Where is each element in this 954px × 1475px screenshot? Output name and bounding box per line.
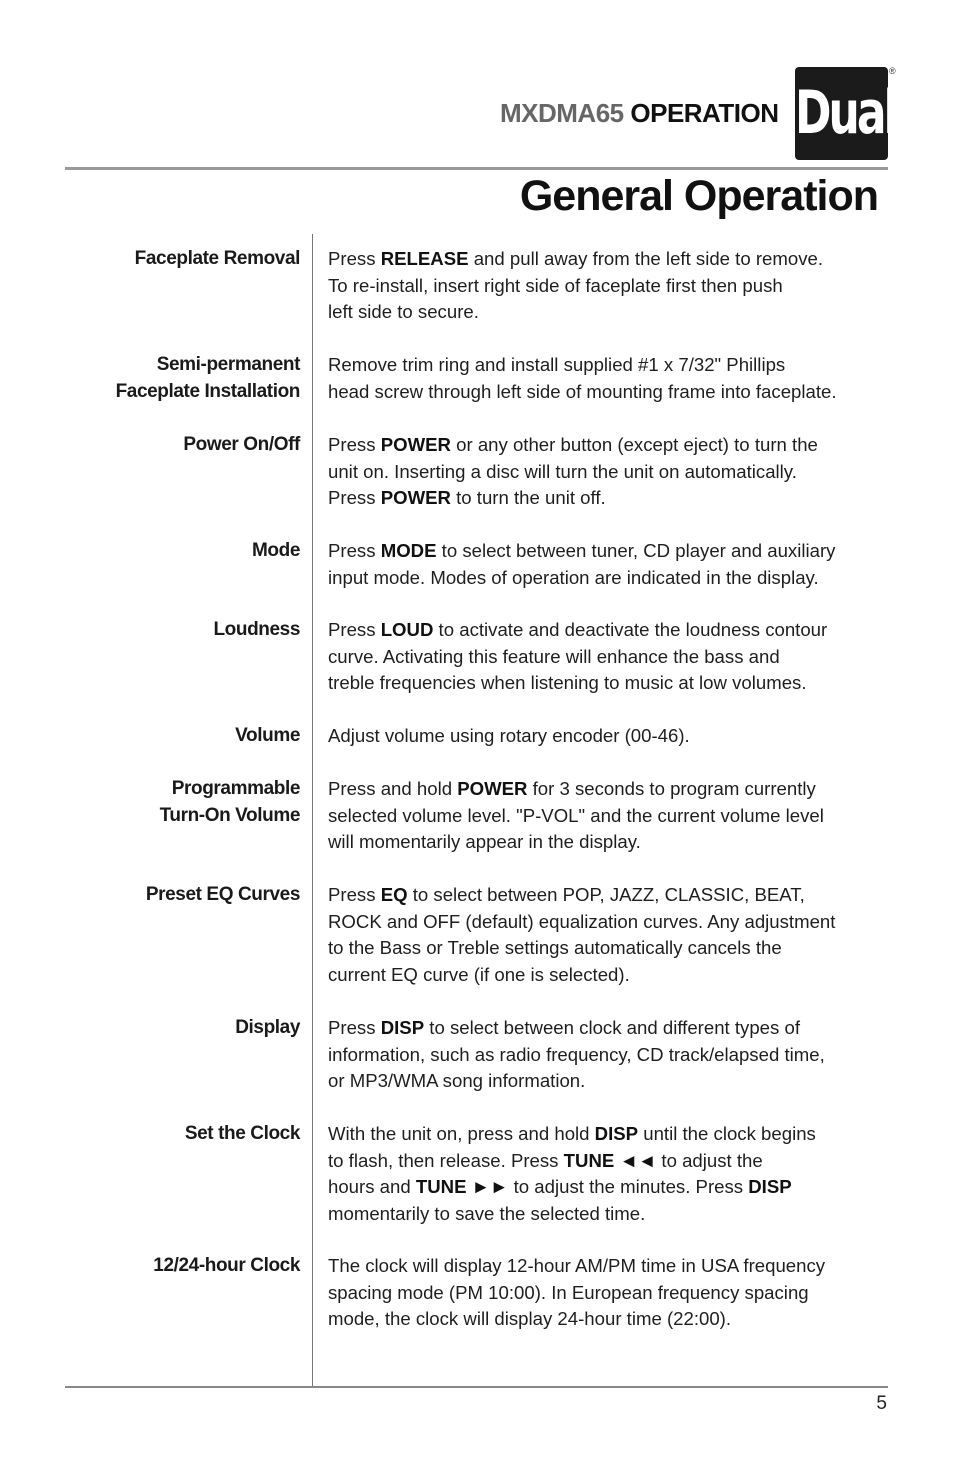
body-text: and pull away from the left side to remove. bbox=[468, 248, 824, 269]
body-line bbox=[328, 565, 888, 592]
button-name: DISP bbox=[748, 1176, 792, 1197]
button-name: RELEASE bbox=[380, 248, 469, 269]
button-name: DISP bbox=[380, 1017, 425, 1038]
section-label-line: Loudness bbox=[213, 619, 300, 640]
button-name: DISP bbox=[594, 1123, 639, 1144]
body-line bbox=[328, 829, 888, 856]
body-text: unit on. Inserting a disc will turn the unit on automatically. bbox=[328, 460, 797, 482]
section-label bbox=[60, 722, 300, 749]
section-body bbox=[328, 882, 888, 988]
body-text: Press bbox=[328, 248, 381, 269]
section-label bbox=[60, 245, 300, 272]
body-text: to select between clock and different types of bbox=[424, 1017, 800, 1038]
body-line bbox=[328, 803, 888, 830]
section-label bbox=[60, 1120, 300, 1147]
section-label bbox=[60, 775, 300, 829]
body-line bbox=[328, 1253, 888, 1280]
body-line bbox=[328, 1174, 888, 1201]
body-text: to adjust the minutes. Press bbox=[508, 1176, 749, 1197]
button-name: POWER bbox=[457, 778, 528, 799]
body-text: ROCK and OFF (default) equalization curves. Any adjustment bbox=[328, 910, 836, 932]
body-text: to the Bass or Treble settings automatically cancels the bbox=[328, 937, 782, 958]
body-text: to select between tuner, CD player and auxiliary bbox=[436, 540, 836, 561]
body-text: hours and bbox=[328, 1176, 416, 1197]
page-title: General Operation bbox=[519, 172, 878, 220]
body-text: With the unit on, press and hold bbox=[328, 1123, 595, 1144]
button-name: MODE bbox=[380, 540, 437, 561]
body-text: spacing mode (PM 10:00). In European frequency spacing bbox=[328, 1281, 809, 1303]
section-label-line: Semi-permanent bbox=[156, 354, 300, 375]
body-line bbox=[328, 432, 888, 459]
body-line bbox=[328, 1121, 888, 1148]
section-body bbox=[328, 1015, 888, 1095]
body-line bbox=[328, 882, 888, 909]
body-text: Adjust volume using rotary encoder (00-46). bbox=[328, 725, 690, 746]
logo-text: Dual bbox=[795, 79, 896, 148]
column-divider bbox=[312, 234, 313, 1386]
button-name: LOUD bbox=[380, 619, 434, 640]
section-label bbox=[60, 616, 300, 643]
body-line bbox=[328, 538, 888, 565]
body-line bbox=[328, 352, 888, 379]
body-text: left side to secure. bbox=[328, 301, 479, 322]
body-line bbox=[328, 273, 888, 300]
button-name: POWER bbox=[380, 434, 451, 455]
body-text: To re-install, insert right side of faceplate first then push bbox=[328, 274, 783, 296]
body-text: for 3 seconds to program currently bbox=[527, 778, 816, 799]
body-text: Press bbox=[328, 434, 381, 455]
section-body bbox=[328, 723, 888, 750]
body-line bbox=[328, 1148, 888, 1175]
body-line bbox=[328, 776, 888, 803]
body-text: Press bbox=[328, 1017, 381, 1038]
section-body bbox=[328, 776, 888, 856]
page-number: 5 bbox=[876, 1393, 887, 1414]
body-line bbox=[328, 485, 888, 512]
body-line bbox=[328, 670, 888, 697]
section-label-line: Volume bbox=[235, 725, 300, 746]
section-label-line: Set the Clock bbox=[184, 1123, 300, 1144]
section-body bbox=[328, 246, 888, 326]
section-label bbox=[60, 1252, 300, 1279]
section-label-line: 12/24-hour Clock bbox=[153, 1255, 300, 1276]
body-line bbox=[328, 935, 888, 962]
section-body bbox=[328, 1253, 888, 1333]
section-label bbox=[60, 881, 300, 908]
section-body bbox=[328, 538, 888, 591]
section-label bbox=[60, 351, 300, 405]
body-line bbox=[328, 962, 888, 989]
section-label bbox=[60, 1014, 300, 1041]
section-label-line: Faceplate Removal bbox=[134, 248, 300, 269]
body-text: mode, the clock will display 24-hour time (22:00). bbox=[328, 1308, 732, 1329]
body-text: selected volume level. "P-VOL" and the current volume level bbox=[328, 804, 824, 826]
body-text: treble frequencies when listening to music at low volumes. bbox=[328, 672, 807, 693]
body-text: until the clock begins bbox=[638, 1123, 816, 1144]
section-label-line: Programmable bbox=[171, 778, 300, 799]
header-title bbox=[500, 98, 779, 129]
top-divider bbox=[65, 167, 888, 170]
body-text: Press bbox=[328, 540, 381, 561]
body-text: to select between POP, JAZZ, CLASSIC, BEAT, bbox=[407, 884, 805, 905]
operation-label: OPERATION bbox=[630, 98, 779, 128]
body-line bbox=[328, 1015, 888, 1042]
section-label-line: Power On/Off bbox=[183, 434, 300, 455]
model-name: MXDMA65 bbox=[500, 98, 624, 128]
body-text: or MP3/WMA song information. bbox=[328, 1070, 586, 1091]
section-body bbox=[328, 617, 888, 697]
button-name: TUNE ►► bbox=[415, 1176, 509, 1197]
button-name: TUNE ◄◄ bbox=[563, 1149, 657, 1171]
section-label-line: Faceplate Installation bbox=[115, 381, 300, 402]
body-line bbox=[328, 617, 888, 644]
section-label bbox=[60, 431, 300, 458]
body-text: input mode. Modes of operation are indicated in the display. bbox=[328, 566, 819, 588]
body-text: head screw through left side of mounting frame into faceplate. bbox=[328, 380, 837, 402]
body-text: to activate and deactivate the loudness contour bbox=[433, 619, 828, 640]
body-text: Press bbox=[328, 619, 381, 640]
body-line bbox=[328, 299, 888, 326]
registered-mark: ® bbox=[889, 66, 896, 76]
body-line bbox=[328, 459, 888, 486]
section-label-line: Turn-On Volume bbox=[159, 805, 300, 826]
button-name: POWER bbox=[380, 487, 451, 508]
body-text: Press and hold bbox=[328, 778, 458, 799]
body-line bbox=[328, 644, 888, 671]
section-label-line: Mode bbox=[251, 540, 300, 561]
body-line bbox=[328, 1042, 888, 1069]
body-text: current EQ curve (if one is selected). bbox=[328, 963, 630, 985]
body-text: curve. Activating this feature will enhance the bass and bbox=[328, 645, 780, 667]
section-body bbox=[328, 1121, 888, 1227]
dual-logo bbox=[795, 67, 896, 160]
body-text: to turn the unit off. bbox=[450, 487, 606, 508]
body-line bbox=[328, 909, 888, 936]
body-text: will momentarily appear in the display. bbox=[328, 831, 641, 852]
body-text: or any other button (except eject) to turn the bbox=[450, 434, 818, 455]
body-text: to flash, then release. Press bbox=[328, 1149, 564, 1171]
section-body bbox=[328, 352, 888, 405]
body-line bbox=[328, 379, 888, 406]
body-text: Remove trim ring and install supplied #1 x 7/32" Phillips bbox=[328, 354, 786, 375]
body-line bbox=[328, 1280, 888, 1307]
body-text: The clock will display 12-hour AM/PM time in USA frequency bbox=[328, 1255, 826, 1276]
section-label-line: Preset EQ Curves bbox=[145, 884, 300, 905]
button-name: EQ bbox=[380, 884, 408, 905]
section-body bbox=[328, 432, 888, 512]
section-label bbox=[60, 537, 300, 564]
bottom-divider bbox=[65, 1386, 888, 1388]
body-text: Press bbox=[328, 487, 381, 508]
body-line bbox=[328, 246, 888, 273]
body-text: momentarily to save the selected time. bbox=[328, 1202, 646, 1224]
body-line bbox=[328, 1306, 888, 1333]
body-text: to adjust the bbox=[656, 1149, 763, 1171]
body-text: Press bbox=[328, 884, 381, 905]
section-label-line: Display bbox=[235, 1017, 300, 1038]
body-text: information, such as radio frequency, CD track/elapsed time, bbox=[328, 1043, 825, 1065]
body-line bbox=[328, 1201, 888, 1228]
body-line bbox=[328, 1068, 888, 1095]
body-line bbox=[328, 723, 888, 750]
